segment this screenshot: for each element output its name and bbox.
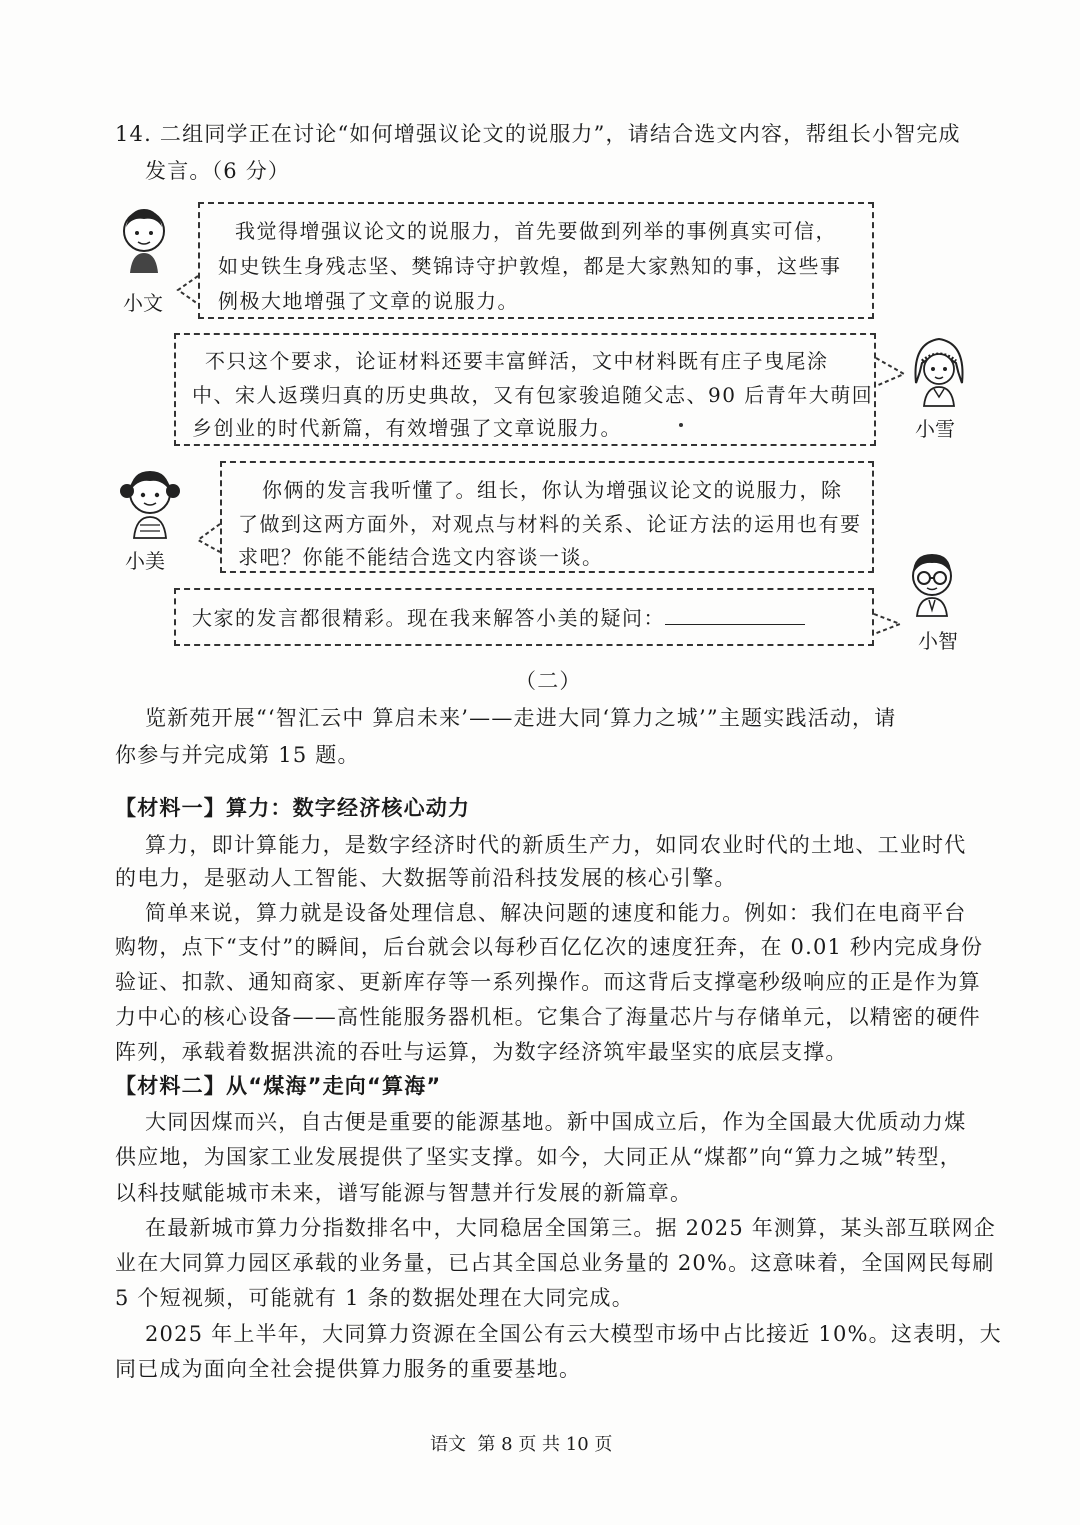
xiaomei-line-3: 求吧？你能不能结合选文内容谈一谈。 <box>238 545 604 569</box>
material1-line-6: 力中心的核心设备——高性能服务器机柜。它集合了海量芯片与存储单元，以精密的硬件 <box>115 1005 981 1029</box>
xiaoxue-name: 小雪 <box>915 417 955 441</box>
xiaoxue-line-3: 乡创业的时代新篇，有效增强了文章说服力。 <box>192 416 622 440</box>
question-prompt: 二组同学正在讨论“如何增强议论文的说服力”，请结合选文内容，帮组长小智完成 <box>159 122 961 146</box>
xiaomei-line-1: 你俩的发言我听懂了。组长，你认为增强议论文的说服力，除 <box>262 478 843 502</box>
material2-line-8: 同已成为面向全社会提供算力服务的重要基地。 <box>115 1357 582 1381</box>
material1-heading: 【材料一】算力：数字经济核心动力 <box>115 796 471 820</box>
answer-blank[interactable] <box>665 604 805 625</box>
xiaowen-avatar-icon <box>120 205 168 275</box>
xiaowen-bubble-tail <box>176 272 202 308</box>
xiaowen-line-2: 如史铁生身残志坚、樊锦诗守护敦煌，都是大家熟知的事，这些事 <box>218 254 842 278</box>
material2-line-5: 业在大同算力园区承载的业务量，已占其全国总业务量的 20%。这意味着，全国网民每刷 <box>115 1251 995 1275</box>
xiaozhi-line <box>192 600 805 636</box>
question-14-line1 <box>115 118 961 150</box>
xiaomei-bubble-tail <box>196 520 224 556</box>
xiaomei-line-2: 了做到这两方面外，对观点与材料的关系、论证方法的运用也有要 <box>238 512 862 536</box>
material1-line-7: 阵列，承载着数据洪流的吞吐与运算，为数字经济筑牢最坚实的底层支撑。 <box>115 1040 848 1064</box>
material1-line-4: 购物，点下“支付”的瞬间，后台就会以每秒百亿亿次的速度狂奔，在 0.01 秒内完成身份 <box>115 935 984 959</box>
section-intro-line2: 你参与并完成第 15 题。 <box>115 743 360 767</box>
xiaozhi-name: 小智 <box>918 629 958 653</box>
material2-line-2: 供应地，为国家工业发展提供了坚实支撑。如今，大同正从“煤都”向“算力之城”转型， <box>115 1145 962 1169</box>
material2-heading: 【材料二】从“煤海”走向“算海” <box>115 1074 442 1098</box>
xiaoxue-avatar-icon <box>910 333 968 408</box>
question-number: 14. <box>115 122 152 146</box>
xiaoxue-line-1: 不只这个要求，论证材料还要丰富鲜活，文中材料既有庄子曳尾涂 <box>205 349 829 373</box>
xiaowen-name: 小文 <box>123 291 163 315</box>
xiaomei-name: 小美 <box>125 549 165 573</box>
material2-line-7: 2025 年上半年，大同算力资源在全国公有云大模型市场中占比接近 10%。这表明，大 <box>145 1322 1002 1346</box>
page-footer: 语文 第 8 页 共 10 页 <box>430 1434 613 1455</box>
material2-line-1: 大同因煤而兴，自古便是重要的能源基地。新中国成立后，作为全国最大优质动力煤 <box>145 1110 967 1134</box>
stray-dot <box>679 423 683 427</box>
xiaoxue-line-2: 中、宋人返璞归真的历史典故，又有包家骏追随父志、90 后青年大萌回 <box>192 383 874 407</box>
xiaomei-avatar-icon <box>118 465 182 540</box>
material2-line-6: 5 个短视频，可能就有 1 条的数据处理在大同完成。 <box>115 1286 634 1310</box>
question-14-line2: 发言。（6 分） <box>145 159 291 183</box>
material1-line-1: 算力，即计算能力，是数字经济时代的新质生产力，如同农业时代的土地、工业时代 <box>145 833 967 857</box>
material2-line-3: 以科技赋能城市未来，谱写能源与智慧并行发展的新篇章。 <box>115 1181 693 1205</box>
material2-line-4: 在最新城市算力分指数排名中，大同稳居全国第三。据 2025 年测算，某头部互联网企 <box>145 1216 996 1240</box>
xiaowen-line-3: 例极大地增强了文章的说服力。 <box>218 289 519 313</box>
material1-line-5: 验证、扣款、通知商家、更新库存等一系列操作。而这背后支撑毫秒级响应的正是作为算 <box>115 970 981 994</box>
xiaowen-line-1: 我觉得增强议论文的说服力，首先要做到列举的事例真实可信， <box>235 219 837 243</box>
material1-line-2: 的电力，是驱动人工智能、大数据等前沿科技发展的核心引擎。 <box>115 866 737 890</box>
section-heading: （二） <box>515 669 582 693</box>
xiaozhi-bubble-tail <box>872 612 904 638</box>
xiaozhi-avatar-icon <box>903 550 961 618</box>
xiaozhi-text: 大家的发言都很精彩。现在我来解答小美的疑问： <box>192 606 665 630</box>
xiaoxue-bubble-tail <box>874 352 908 392</box>
section-intro-line1: 览新苑开展“‘智汇云中 算启未来’——走进大同‘算力之城’”主题实践活动，请 <box>145 706 897 730</box>
material1-line-3: 简单来说，算力就是设备处理信息、解决问题的速度和能力。例如：我们在电商平台 <box>145 901 967 925</box>
